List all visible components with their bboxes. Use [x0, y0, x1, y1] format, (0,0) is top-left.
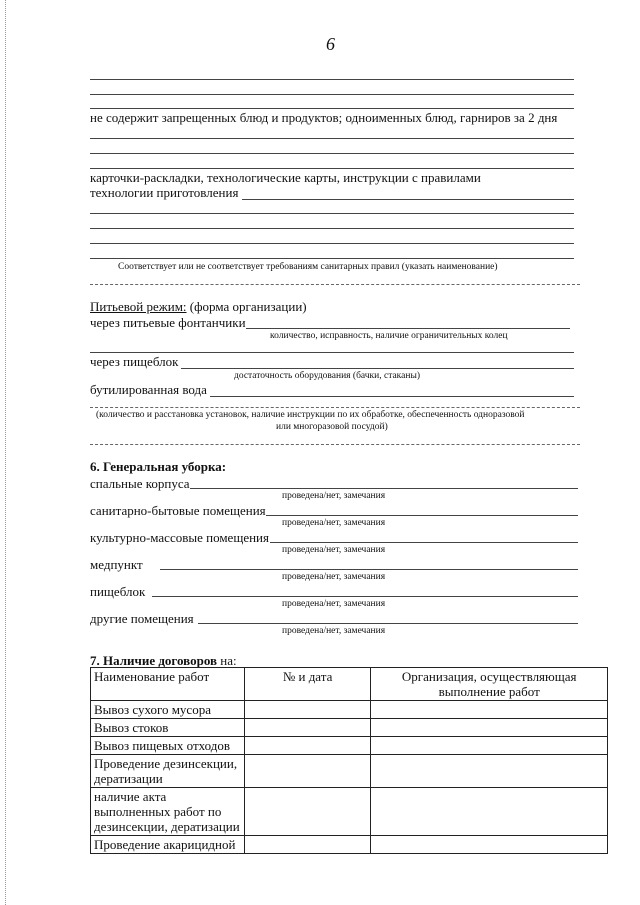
blank-line[interactable]: [90, 153, 574, 154]
contracts-heading-row: [90, 653, 237, 668]
fountains-input-line[interactable]: [246, 328, 570, 329]
blank-line[interactable]: [90, 138, 574, 139]
cleaning-input-line[interactable]: [190, 488, 578, 489]
scan-edge: [5, 0, 6, 905]
row-number-date-cell[interactable]: [244, 755, 371, 788]
cleaning-input-line[interactable]: [198, 623, 578, 624]
blank-line[interactable]: [90, 258, 574, 259]
row-number-date-cell[interactable]: [244, 788, 371, 836]
row-organization-cell[interactable]: [371, 836, 608, 854]
dashed-line: [90, 284, 580, 285]
column-header-work: Наименование работ: [91, 668, 245, 701]
table-row: [91, 755, 608, 788]
blank-line[interactable]: [90, 108, 574, 109]
blank-line[interactable]: [90, 94, 574, 95]
dashed-line: [90, 444, 580, 445]
row-number-date-cell[interactable]: [244, 701, 371, 719]
cleaning-caption: проведена/нет, замечания: [282, 518, 386, 528]
kitchen-caption: достаточность оборудования (бачки, стаканы): [234, 371, 420, 381]
cleaning-item-label: пищеблок: [90, 584, 146, 599]
cleaning-caption: проведена/нет, замечания: [282, 491, 386, 501]
blank-line[interactable]: [90, 79, 574, 80]
cleaning-input-line[interactable]: [152, 596, 578, 597]
drinking-title-suffix: (форма организации): [186, 299, 307, 314]
kitchen-label: через пищеблок: [90, 354, 179, 369]
column-header-organization: Организация, осуществляющая выполнение работ: [371, 668, 608, 701]
bottled-input-line[interactable]: [210, 396, 574, 397]
table-row: [91, 719, 608, 737]
row-number-date-cell[interactable]: [244, 737, 371, 755]
table-row: [91, 737, 608, 755]
row-number-date-cell[interactable]: [244, 836, 371, 854]
row-organization-cell[interactable]: [371, 719, 608, 737]
cleaning-item-label: культурно-массовые помещения: [90, 530, 269, 545]
bottled-caption-2: или многоразовой посудой): [276, 422, 388, 432]
table-header-row: [91, 668, 608, 701]
table-row: [91, 788, 608, 836]
compliance-caption: Соответствует или не соответствует требованиям санитарных правил (указать наименование): [118, 262, 498, 272]
table-row: [91, 836, 608, 854]
drinking-title-row: [90, 299, 307, 314]
row-work-name: наличие акта выполненных работ по дезинсекции, дератизации: [91, 788, 245, 836]
menu-cards-text-2: технологии приготовления: [90, 185, 239, 200]
row-work-name: Проведение акарицидной: [91, 836, 245, 854]
cleaning-item-label: другие помещения: [90, 611, 194, 626]
row-organization-cell[interactable]: [371, 755, 608, 788]
row-organization-cell[interactable]: [371, 737, 608, 755]
row-work-name: Вывоз стоков: [91, 719, 245, 737]
page-number: 6: [326, 34, 335, 54]
contracts-table: [90, 667, 608, 854]
fountains-caption: количество, исправность, наличие ограничительных колец: [270, 331, 508, 341]
cleaning-item-label: санитарно-бытовые помещения: [90, 503, 266, 518]
menu-cards-text-1: карточки-раскладки, технологические карты, инструкции с правилами: [90, 170, 481, 185]
blank-line[interactable]: [90, 228, 574, 229]
cleaning-caption: проведена/нет, замечания: [282, 545, 386, 555]
cleaning-item-label: медпункт: [90, 557, 143, 572]
menu-no-forbidden-text: не содержит запрещенных блюд и продуктов; одноименных блюд, гарниров за 2 дня: [90, 110, 558, 125]
cleaning-caption: проведена/нет, замечания: [282, 626, 386, 636]
row-work-name: Проведение дезинсекции, дератизации: [91, 755, 245, 788]
row-work-name: Вывоз сухого мусора: [91, 701, 245, 719]
row-organization-cell[interactable]: [371, 701, 608, 719]
table-row: [91, 701, 608, 719]
blank-line[interactable]: [90, 352, 574, 353]
cleaning-input-line[interactable]: [270, 542, 578, 543]
bottled-caption-1: (количество и расстановка установок, наличие инструкции по их обработке, обеспеченность одноразовой: [96, 410, 525, 420]
row-work-name: Вывоз пищевых отходов: [91, 737, 245, 755]
kitchen-input-line[interactable]: [181, 368, 574, 369]
drinking-title: Питьевой режим:: [90, 299, 187, 314]
cleaning-caption: проведена/нет, замечания: [282, 599, 386, 609]
dashed-line: [90, 407, 580, 408]
row-number-date-cell[interactable]: [244, 719, 371, 737]
cleaning-heading: 6. Генеральная уборка:: [90, 459, 227, 474]
blank-line[interactable]: [90, 213, 574, 214]
row-organization-cell[interactable]: [371, 788, 608, 836]
contracts-heading: 7. Наличие договоров: [90, 653, 218, 668]
fountains-label: через питьевые фонтанчики: [90, 315, 246, 330]
bottled-label: бутилированная вода: [90, 382, 207, 397]
cleaning-input-line[interactable]: [266, 515, 578, 516]
cleaning-caption: проведена/нет, замечания: [282, 572, 386, 582]
blank-line[interactable]: [90, 168, 574, 169]
cleaning-item-label: спальные корпуса: [90, 476, 190, 491]
cards-input-line[interactable]: [242, 199, 574, 200]
cleaning-input-line[interactable]: [160, 569, 578, 570]
contracts-heading-suffix: на:: [217, 653, 237, 668]
column-header-number-date: № и дата: [244, 668, 371, 701]
blank-line[interactable]: [90, 243, 574, 244]
